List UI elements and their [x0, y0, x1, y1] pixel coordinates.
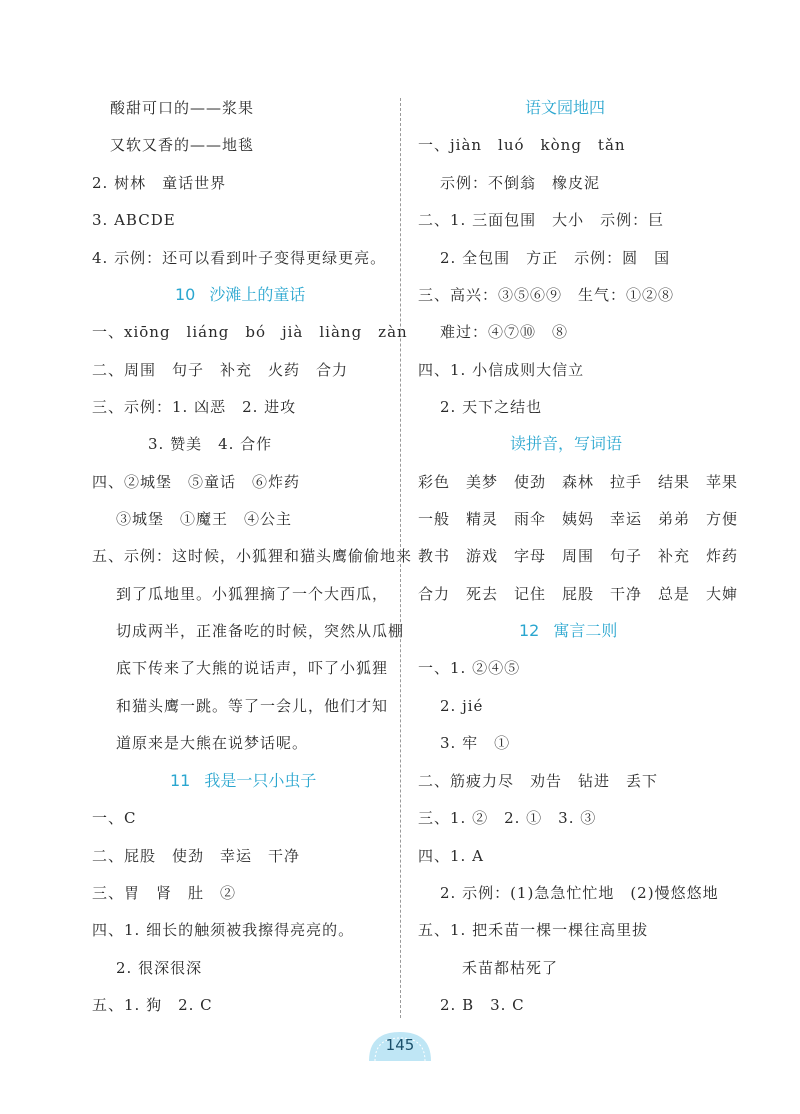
answer-line: 三、1. ② 2. ① 3. ③ — [418, 809, 597, 827]
answer-line: 2. 示例：(1)急急忙忙地 (2)慢悠悠地 — [440, 884, 719, 902]
answer-line: 五、1. 狗 2. C — [92, 996, 213, 1014]
section-title: 语文园地四 — [525, 98, 606, 117]
page-number-badge — [367, 1028, 433, 1062]
answer-line: ③城堡 ①魔王 ④公主 — [116, 510, 293, 528]
answer-line: 三、高兴：③⑤⑥⑨ 生气：①②⑧ — [418, 286, 675, 304]
answer-line: 四、1. A — [418, 847, 484, 865]
word-row: 彩色 美梦 使劲 森林 拉手 结果 苹果 — [418, 473, 739, 491]
answer-line: 一、C — [92, 809, 137, 827]
column-divider — [400, 98, 401, 1018]
answer-line: 三、胃 肾 肚 ② — [92, 884, 237, 902]
answer-line: 切成两半，正准备吃的时候，突然从瓜棚 — [116, 622, 405, 640]
answer-line: 一、xiōng liáng bó jià liàng zàn — [92, 323, 408, 341]
answer-line: 道原来是大熊在说梦话呢。 — [116, 734, 309, 752]
section-heading-12 — [519, 621, 617, 641]
section-number: 11 — [170, 771, 191, 790]
answer-line: 又软又香的——地毯 — [110, 136, 255, 154]
section-number: 10 — [175, 285, 196, 304]
answer-line: 四、1. 细长的触须被我擦得亮亮的。 — [92, 921, 355, 939]
section-number: 12 — [519, 621, 540, 640]
answer-line: 三、示例：1. 凶恶 2. 进攻 — [92, 398, 297, 416]
word-row: 教书 游戏 字母 周围 句子 补充 炸药 — [418, 547, 739, 565]
answer-line: 底下传来了大熊的说话声，吓了小狐狸 — [116, 659, 389, 677]
answer-line: 四、1. 小信成则大信立 — [418, 361, 585, 379]
answer-line: 和猫头鹰一跳。等了一会儿，他们才知 — [116, 697, 389, 715]
section-title: 沙滩上的童话 — [209, 285, 306, 304]
answer-line: 五、1. 把禾苗一棵一棵往高里拔 — [418, 921, 649, 939]
answer-line: 2. jié — [440, 697, 484, 715]
section-title: 读拼音，写词语 — [510, 434, 623, 453]
answer-line: 2. 树林 童话世界 — [92, 174, 227, 192]
answer-line: 2. 天下之结也 — [440, 398, 543, 416]
word-row: 合力 死去 记住 屁股 干净 总是 大婶 — [418, 585, 739, 603]
answer-line: 四、②城堡 ⑤童话 ⑥炸药 — [92, 473, 301, 491]
answer-line: 2. 全包围 方正 示例：圆 国 — [440, 249, 671, 267]
answer-line: 到了瓜地里。小狐狸摘了一个大西瓜， — [116, 585, 389, 603]
answer-line: 3. ABCDE — [92, 211, 176, 229]
section-heading-11 — [170, 771, 316, 791]
answer-line: 示例：不倒翁 橡皮泥 — [440, 174, 601, 192]
answer-line: 2. B 3. C — [440, 996, 525, 1014]
section-title: 我是一只小虫子 — [204, 771, 317, 790]
answer-line: 禾苗都枯死了 — [462, 959, 559, 977]
answer-line: 二、屁股 使劲 幸运 干净 — [92, 847, 301, 865]
answer-line: 二、筋疲力尽 劝告 钻进 丢下 — [418, 772, 659, 790]
answer-line: 一、1. ②④⑤ — [418, 659, 521, 677]
section-title: 寓言二则 — [553, 621, 618, 640]
section-heading-10 — [175, 285, 305, 305]
answer-line: 二、周围 句子 补充 火药 合力 — [92, 361, 349, 379]
page-number: 145 — [385, 1036, 415, 1054]
answer-line: 五、示例：这时候，小狐狸和猫头鹰偷偷地来 — [92, 547, 413, 565]
section-heading-garden — [525, 98, 605, 118]
answer-line: 难过：④⑦⑩ ⑧ — [440, 323, 569, 341]
section-heading-pinyin — [510, 434, 622, 454]
answer-line: 4. 示例：还可以看到叶子变得更绿更亮。 — [92, 249, 387, 267]
answer-line: 酸甜可口的——浆果 — [110, 99, 255, 117]
answer-line: 2. 很深很深 — [116, 959, 203, 977]
answer-line: 二、1. 三面包围 大小 示例：巨 — [418, 211, 665, 229]
answer-line: 一、jiàn luó kòng tǎn — [418, 136, 626, 154]
answer-line: 3. 赞美 4. 合作 — [148, 435, 273, 453]
word-row: 一般 精灵 雨伞 姨妈 幸运 弟弟 方便 — [418, 510, 739, 528]
answer-line: 3. 牢 ① — [440, 734, 511, 752]
